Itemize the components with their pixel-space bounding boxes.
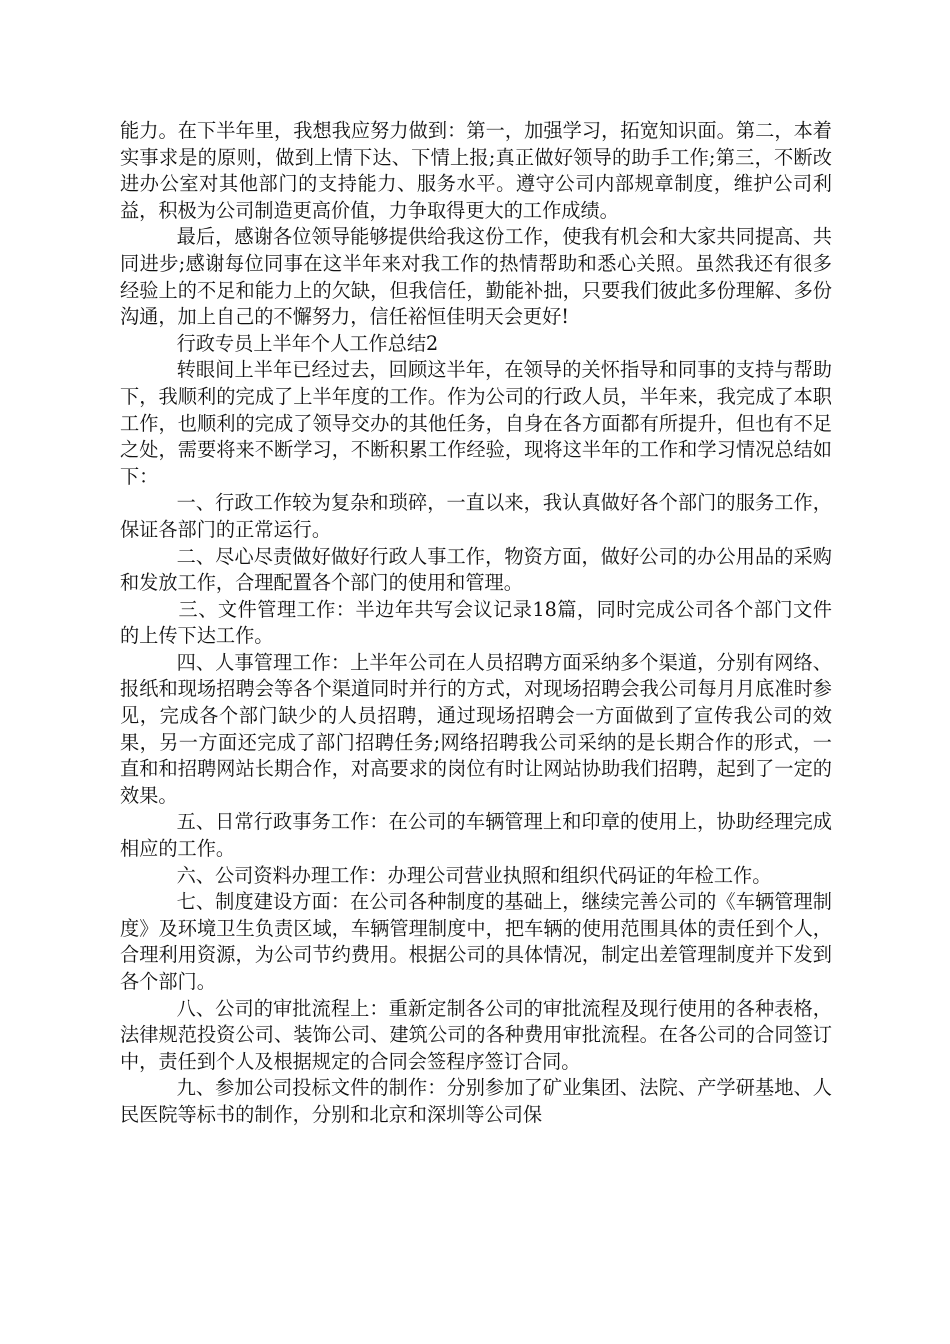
paragraph-item-2: 二、尽心尽责做好做好行政人事工作，物资方面，做好公司的办公用品的采购和发放工作，合理配置各个部门的使用和管理。 <box>120 544 832 595</box>
paragraph-closing-thanks: 最后，感谢各位领导能够提供给我这份工作，使我有机会和大家共同提高、共同进步;感谢每位同事在这半年来对我工作的热情帮助和悉心关照。虽然我还有很多经验上的不足和能力上的欠缺，但我信任，勤能补拙，只要我们彼此多份理解、多份沟通，加上自己的不懈努力，信任裕恒佳明天会更好! <box>120 225 832 329</box>
paragraph-item-5: 五、日常行政事务工作：在公司的车辆管理上和印章的使用上，协助经理完成相应的工作。 <box>120 810 832 861</box>
paragraph-item-8: 八、公司的审批流程上：重新定制各公司的审批流程及现行使用的各种表格，法律规范投资公司、装饰公司、建筑公司的各种费用审批流程。在各公司的合同签订中，责任到个人及根据规定的合同会签程序签订合同。 <box>120 996 832 1073</box>
paragraph-item-3: 三、文件管理工作：半边年共写会议记录18篇，同时完成公司各个部门文件的上传下达工作。 <box>120 597 832 648</box>
paragraph-continuation: 能力。在下半年里，我想我应努力做到：第一，加强学习，拓宽知识面。第二，本着实事求是的原则，做到上情下达、下情上报;真正做好领导的助手工作;第三，不断改进办公室对其他部门的支持能力、服务水平。遵守公司内部规章制度，维护公司利益，积极为公司制造更高价值，力争取得更大的工作成绩。 <box>120 119 832 222</box>
paragraph-intro: 转眼间上半年已经过去，回顾这半年，在领导的关怀指导和同事的支持与帮助下，我顺利的完成了上半年度的工作。作为公司的行政人员，半年来，我完成了本职工作，也顺利的完成了领导交办的其他任务，自身在各方面都有所提升，但也有不足之处，需要将来不断学习，不断积累工作经验，现将这半年的工作和学习情况总结如下： <box>120 358 832 488</box>
paragraph-item-1: 一、行政工作较为复杂和琐碎，一直以来，我认真做好各个部门的服务工作，保证各部门的正常运行。 <box>120 491 832 541</box>
paragraph-item-4: 四、人事管理工作：上半年公司在人员招聘方面采纳多个渠道，分别有网络、报纸和现场招聘会等各个渠道同时并行的方式，对现场招聘会我公司每月月底准时参见，完成各个部门缺少的人员招聘，通过现场招聘会一方面做到了宣传我公司的效果，另一方面还完成了部门招聘任务;网络招聘我公司采纳的是长期合作的形式，一直和和招聘网站长期合作，对高要求的岗位有时让网站协助我们招聘，起到了一定的效果。 <box>120 650 832 807</box>
section-heading: 行政专员上半年个人工作总结2 <box>176 331 439 355</box>
paragraph-item-6: 六、公司资料办理工作：办理公司营业执照和组织代码证的年检工作。 <box>176 863 772 887</box>
document-page <box>120 118 832 1129</box>
paragraph-item-7: 七、制度建设方面：在公司各种制度的基础上，继续完善公司的《车辆管理制度》及环境卫生负责区域，车辆管理制度中，把车辆的使用范围具体的责任到个人，合理利用资源，为公司节约费用。根据公司的具体情况，制定出差管理制度并下发到各个部门。 <box>120 890 832 993</box>
paragraph-item-9: 九、参加公司投标文件的制作：分别参加了矿业集团、法院、产学研基地、人民医院等标书的制作，分别和北京和深圳等公司保 <box>120 1076 832 1126</box>
